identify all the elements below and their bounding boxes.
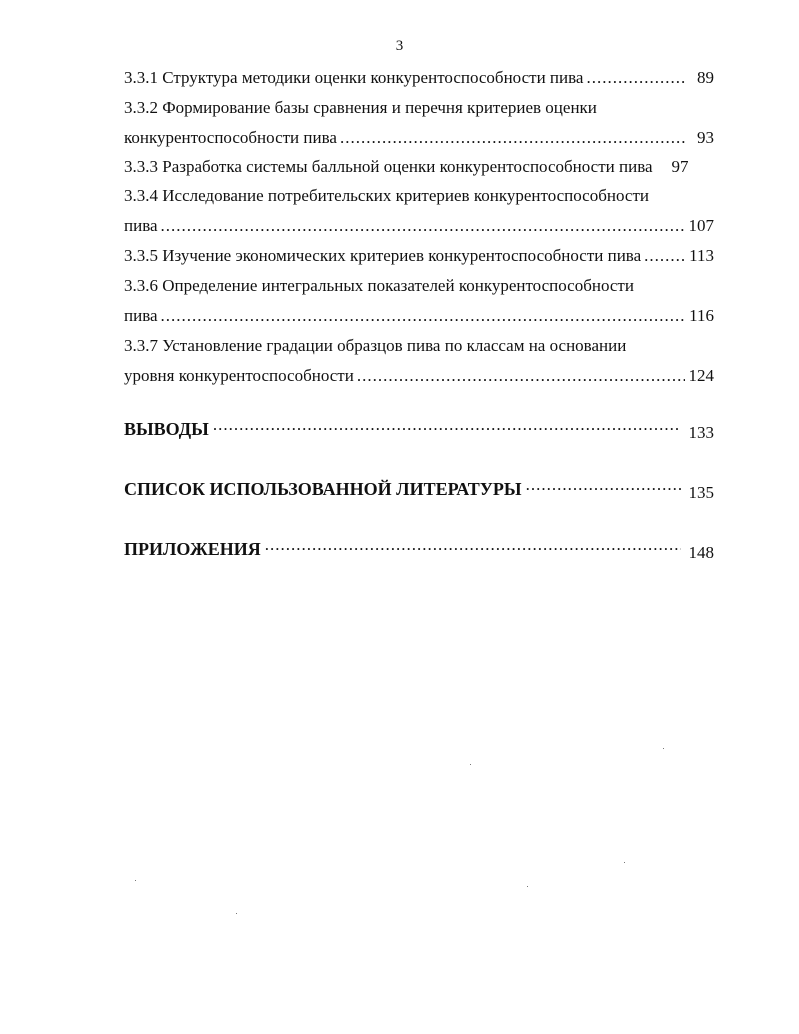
dot-leader [526, 474, 681, 496]
toc-entry-page: 97 [671, 157, 689, 176]
scan-speck [135, 880, 136, 881]
toc-entry-title: 3.3.5 Изучение экономических критериев конкурентоспособности пива [124, 246, 642, 265]
toc-entry-3-3-4-line-1[interactable]: 3.3.4 Исследование потребительских критериев конкурентоспособности [124, 186, 649, 205]
toc-entry-3-3-2-line-1[interactable]: 3.3.2 Формирование базы сравнения и перечня критериев оценки [124, 98, 597, 117]
dot-leader [161, 304, 685, 328]
toc-entry-title: пива [124, 306, 158, 325]
toc-entry-title: уровня конкурентоспособности [124, 366, 354, 385]
toc-entry-3-3-5[interactable] [124, 244, 714, 268]
toc-entry-3-3-3[interactable] [124, 155, 714, 179]
toc-entry-3-3-1[interactable] [124, 66, 714, 90]
toc-entry-3-3-4[interactable] [124, 214, 714, 238]
toc-entry-page: 124 [688, 366, 714, 385]
toc-heading-title: СПИСОК ИСПОЛЬЗОВАННОЙ ЛИТЕРАТУРЫ [124, 479, 522, 499]
toc-entry-page: 89 [697, 68, 714, 87]
toc-entry-page: 116 [689, 306, 714, 325]
dot-leader [357, 364, 685, 388]
toc-entry-page: 93 [697, 128, 714, 147]
toc-entry-3-3-7-line-1[interactable]: 3.3.7 Установление градации образцов пива по классам на основании [124, 336, 627, 355]
toc-entry-3-3-6-line-1[interactable]: 3.3.6 Определение интегральных показателей конкурентоспособности [124, 276, 634, 295]
toc-heading-references[interactable] [124, 470, 714, 500]
toc-entry-title: пива [124, 216, 158, 235]
scan-speck [236, 913, 237, 914]
toc-entry-page: 113 [689, 246, 714, 265]
toc-entry-3-3-7[interactable] [124, 364, 714, 388]
toc-entry-3-3-2[interactable] [124, 126, 714, 150]
toc-entry-3-3-6[interactable] [124, 304, 714, 328]
toc-heading-title: ПРИЛОЖЕНИЯ [124, 539, 261, 559]
scan-speck [470, 764, 471, 765]
scan-speck [527, 886, 528, 887]
dot-leader [265, 534, 681, 556]
dot-leader [213, 414, 681, 436]
toc-heading-page: 148 [688, 543, 714, 560]
toc-entry-page: 107 [688, 216, 714, 235]
dot-leader [161, 214, 685, 238]
toc-entry-title: 3.3.1 Структура методики оценки конкурентоспособности пива [124, 68, 584, 87]
toc-heading-conclusions[interactable] [124, 410, 714, 440]
dot-leader [340, 126, 685, 150]
toc-entry-title: 3.3.3 Разработка системы балльной оценки конкурентоспособности пива [124, 157, 653, 176]
toc-entry-title: конкурентоспособности пива [124, 128, 337, 147]
toc-heading-page: 135 [688, 483, 714, 500]
page-number: 3 [395, 38, 404, 54]
toc-heading-page: 133 [688, 423, 714, 440]
toc-heading-title: ВЫВОДЫ [124, 419, 209, 439]
scan-speck [663, 748, 664, 749]
toc-heading-appendices[interactable] [124, 530, 714, 560]
dot-leader [644, 244, 685, 268]
scan-speck [624, 862, 625, 863]
dot-leader [586, 66, 685, 90]
